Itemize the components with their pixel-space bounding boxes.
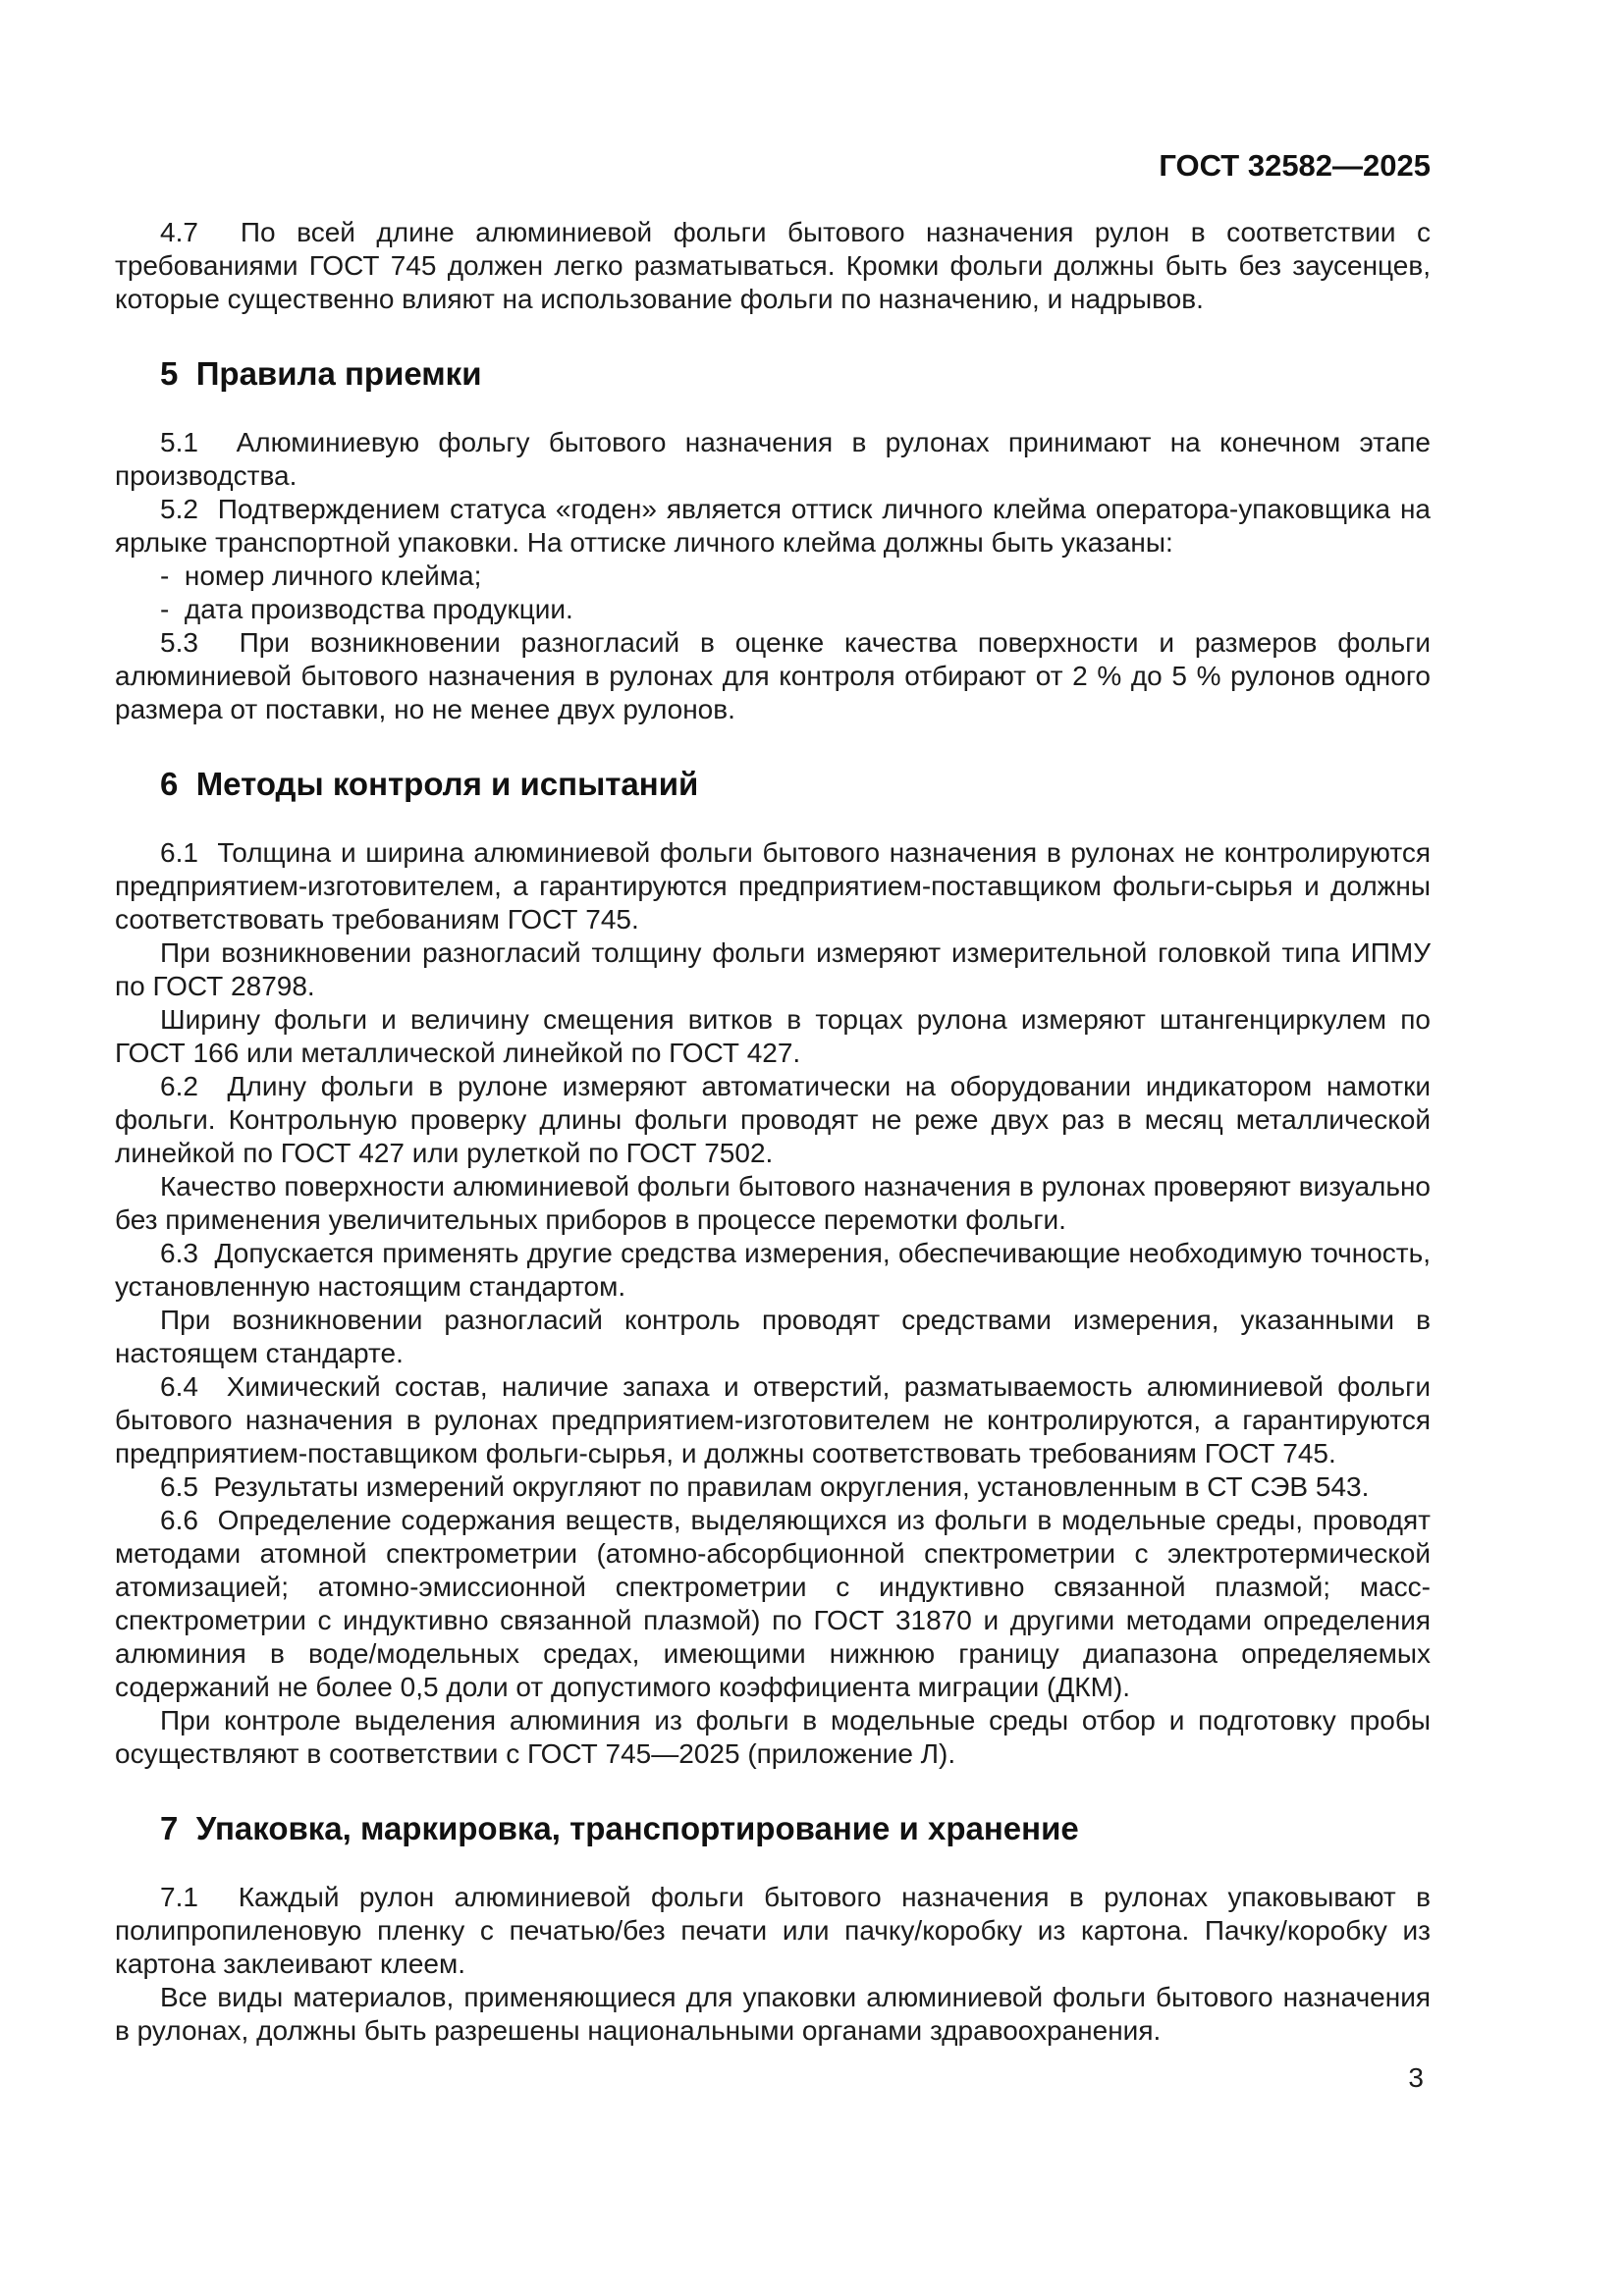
section-heading: 5 Правила приемки bbox=[160, 355, 482, 392]
document-code: ГОСТ 32582—2025 bbox=[1159, 148, 1431, 183]
body-paragraph: 6.4 Химический состав, наличие запаха и отверстий, разматываемость алюминиевой фольги бытового назначения в рулонах предприятием-изготовителем не контролируются, а гарантируются предприятием-поставщиком фольги-сырья, и должны соответствовать требованиям ГОСТ 745. bbox=[115, 1371, 1431, 1468]
body-paragraph: Качество поверхности алюминиевой фольги бытового назначения в рулонах проверяют визуально без применения увеличительных приборов в процессе перемотки фольги. bbox=[115, 1171, 1431, 1235]
list-item: - номер личного клейма; bbox=[160, 561, 482, 591]
body-paragraph: 6.5 Результаты измерений округляют по правилам округления, установленным в СТ СЭВ 543. bbox=[160, 1471, 1370, 1502]
list-item: - дата производства продукции. bbox=[160, 594, 573, 624]
body-paragraph: 6.3 Допускается применять другие средства измерения, обеспечивающие необходимую точность, установленную настоящим стандартом. bbox=[115, 1238, 1431, 1302]
body-paragraph: 5.3 При возникновении разногласий в оценке качества поверхности и размеров фольги алюминиевой бытового назначения в рулонах для контроля отбирают от 2 % до 5 % рулонов одного размера от поставки, но не менее двух рулонов. bbox=[115, 627, 1431, 724]
section-heading: 6 Методы контроля и испытаний bbox=[160, 766, 699, 802]
body-paragraph: 5.1 Алюминиевую фольгу бытового назначения в рулонах принимают на конечном этапе производства. bbox=[115, 427, 1431, 491]
body-paragraph: Ширину фольги и величину смещения витков в торцах рулона измеряют штангенциркулем по ГОСТ 166 или металлической линейкой по ГОСТ 427. bbox=[115, 1004, 1431, 1068]
body-paragraph: 6.6 Определение содержания веществ, выделяющихся из фольги в модельные среды, проводят методами атомной спектрометрии (атомно-абсорбционной спектрометрии с электротермической атомизацией; атомно-эмиссионной спектрометрии с индуктивно связанной плазмой; масс-спектрометрии с индуктивно связанной плазмой) по ГОСТ 31870 и другими методами определения алюминия в воде/модельных средах, имеющими нижнюю границу диапазона определяемых содержаний не более 0,5 доли от допустимого коэффициента миграции (ДКМ). bbox=[115, 1505, 1431, 1702]
section-heading: 7 Упаковка, маркировка, транспортирование и хранение bbox=[160, 1810, 1079, 1846]
body-paragraph: При возникновении разногласий толщину фольги измеряют измерительной головкой типа ИПМУ по ГОСТ 28798. bbox=[115, 937, 1431, 1001]
running-header bbox=[115, 147, 1431, 185]
body-paragraph: При возникновении разногласий контроль проводят средствами измерения, указанными в настоящем стандарте. bbox=[115, 1305, 1431, 1368]
document-body bbox=[115, 216, 1431, 2048]
body-paragraph: 5.2 Подтверждением статуса «годен» является оттиск личного клейма оператора-упаковщика на ярлыке транспортной упаковки. На оттиске личного клейма должны быть указаны: bbox=[115, 494, 1431, 558]
page-number: 3 bbox=[1408, 2062, 1424, 2093]
body-paragraph: 6.1 Толщина и ширина алюминиевой фольги бытового назначения в рулонах не контролируются предприятием-изготовителем, а гарантируются предприятием-поставщиком фольги-сырья и должны соответствовать требованиям ГОСТ 745. bbox=[115, 837, 1431, 934]
body-paragraph: 4.7 По всей длине алюминиевой фольги бытового назначения рулон в соответствии с требованиями ГОСТ 745 должен легко разматываться. Кромки фольги должны быть без заусенцев, которые существенно влияют на использование фольги по назначению, и надрывов. bbox=[115, 217, 1431, 314]
body-paragraph: При контроле выделения алюминия из фольги в модельные среды отбор и подготовку пробы осуществляют в соответствии с ГОСТ 745—2025 (приложение Л). bbox=[115, 1705, 1431, 1769]
body-paragraph: Все виды материалов, применяющиеся для упаковки алюминиевой фольги бытового назначения в рулонах, должны быть разрешены национальными органами здравоохранения. bbox=[115, 1982, 1431, 2046]
body-paragraph: 6.2 Длину фольги в рулоне измеряют автоматически на оборудовании индикатором намотки фольги. Контрольную проверку длины фольги проводят не реже двух раз в месяц металлической линейкой по ГОСТ 427 или рулеткой по ГОСТ 7502. bbox=[115, 1071, 1431, 1168]
body-paragraph: 7.1 Каждый рулон алюминиевой фольги бытового назначения в рулонах упаковывают в полипропиленовую пленку с печатью/без печати или пачку/коробку из картона. Пачку/коробку из картона заклеивают клеем. bbox=[115, 1882, 1431, 1979]
